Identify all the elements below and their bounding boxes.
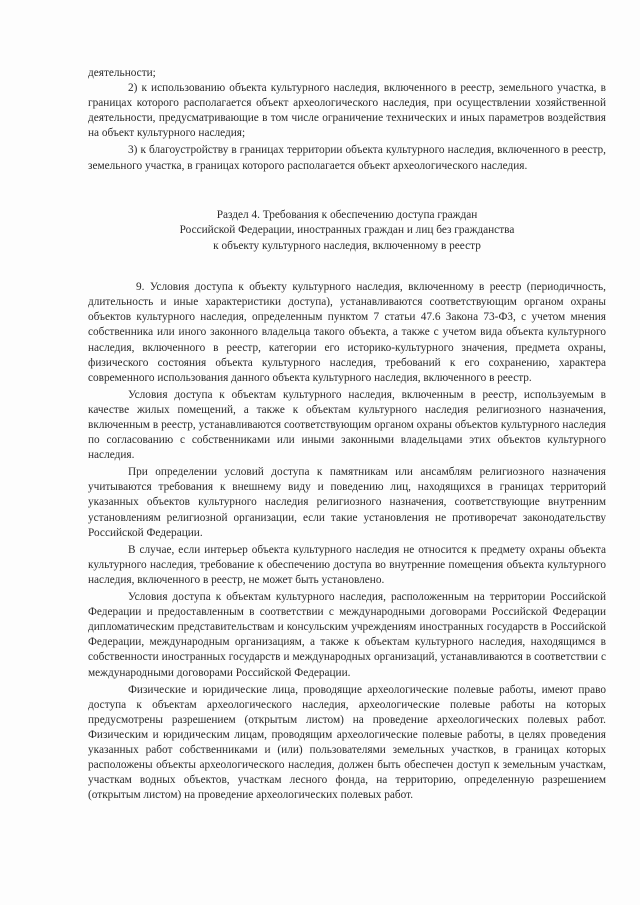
list-item-3: 3) к благоустройству в границах территории объекта культурного наследия, включенного в реестр, земельного участка, в границах которого располагается объект археологического наследия. (88, 144, 606, 172)
paragraph-religious-monuments: При определении условий доступа к памятникам или ансамблям религиозного назначения учитываются требования к внешнему виду и поведению лиц, находящихся в границах территорий указанных объектов культурного наследия религиозного назначения, соответствующие внутренним установлениям религиозной организации, если такие установления не противоречат законодательству Российской Федерации. (88, 466, 606, 539)
paragraph-interior: В случае, если интерьер объекта культурного наследия не относится к предмету охраны объекта культурного наследия, требование к обеспечению доступа во внутренние помещения объекта культурного наследия, включенного в реестр, не может быть установлено. (88, 543, 606, 586)
section-heading (88, 208, 606, 255)
paragraph-access-residential: Условия доступа к объектам культурного наследия, включенным в реестр, используемым в качестве жилых помещений, а также к объектам культурного наследия религиозного назначения, включенным в реестр, устанавливаются соответствующим органом охраны объектов культурного наследия по согласованию с собственниками или иными законными владельцами этих объектов культурного наследия. (88, 388, 606, 462)
paragraph-diplomatic: Условия доступа к объектам культурного наследия, расположенным на территории Российской Федерации и предоставленным в соответствии с международными договорами Российской Федерации дипломатическим представительствам и консульским учреждениям иностранных государств в Российской Федерации, международным организациям, а также к объектам культурного наследия, находящимся в собственности иностранных государств и международных организаций, устанавливаются в соответствии с международными договорами Российской Федерации. (88, 591, 606, 679)
list-item-2: 2) к использованию объекта культурного наследия, включенного в реестр, земельного участка, в границах которого располагается объект археологического наследия, при осуществлении хозяйственной деятельности, предусматривающие в том числе ограничение технических и иных параметров воздействия на объект культурного наследия; (88, 82, 606, 140)
section-heading-line-2: Российской Федерации, иностранных граждан и лиц без гражданства (179, 224, 515, 237)
section-heading-line-1: Раздел 4. Требования к обеспечению доступа граждан (216, 208, 478, 221)
lead-fragment: деятельности; (88, 67, 156, 79)
section-heading-line-3: к объекту культурного наследия, включенному в реестр (213, 239, 481, 252)
paragraph-9: 9. Условия доступа к объекту культурного наследия, включенному в реестр (периодичность, длительность и иные характеристики доступа), устанавливаются соответствующим органом охраны объектов культурного наследия, определенным пунктом 7 статьи 47.6 Закона 73-ФЗ, с учетом мнения собственника или иного законного владельца такого объекта, а также с учетом вида объекта культурного наследия, включенного в реестр, категории его историко-культурного значения, предмета охраны, физического состояния объекта культурного наследия, требований к его сохранению, характера современного использования данного объекта культурного наследия, включенного в реестр. (88, 281, 606, 384)
paragraph-archaeology: Физические и юридические лица, проводящие археологические полевые работы, имеют право доступа к объектам археологического наследия, археологические полевые работы на которых предусмотрены разрешением (открытым листом) на проведение археологических полевых работ. Физическим и юридическим лицам, проводящим археологические полевые работы, в целях проведения указанных работ собственниками и (или) пользователями земельных участков, в границах которых расположены объекты археологического наследия, должен быть обеспечен доступ к земельным участкам, участкам водных объектов, участкам лесного фонда, на территорию, определенную разрешением (открытым листом) на проведение археологических полевых работ. (88, 683, 606, 802)
